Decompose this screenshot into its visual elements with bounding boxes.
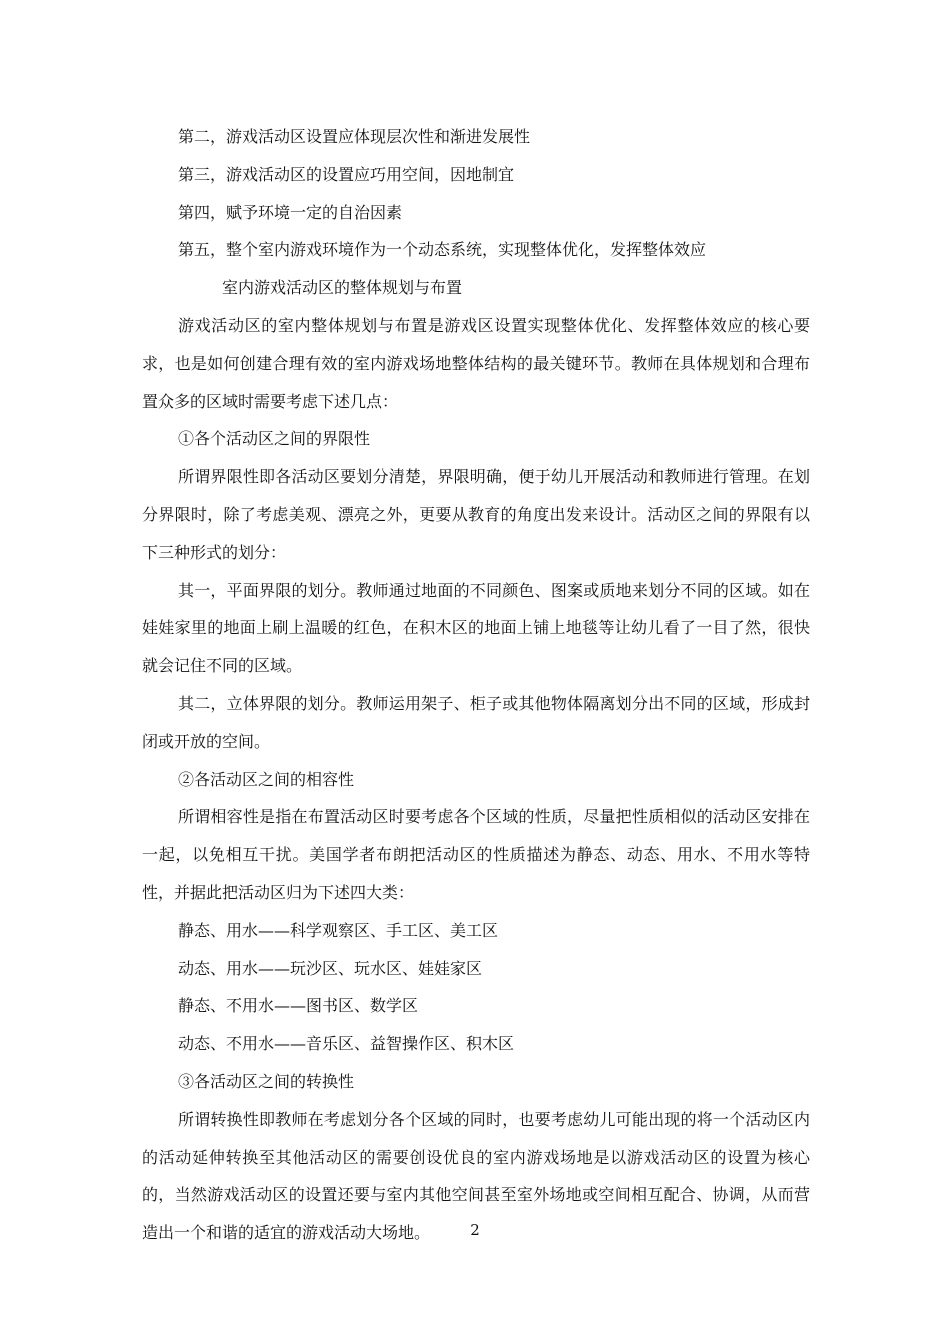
point1-title: ①各个活动区之间的界限性 (178, 429, 371, 449)
point1-sub1-paragraph: 其一，平面界限的划分。教师通过地面的不同颜色、图案或质地来划分不同的区域。如在娃娃家里的地面上刷上温暖的红色，在积木区的地面上铺上地毯等让幼儿看了一目了然，很快就会记住不同的区域。 (142, 580, 810, 676)
page-number: 2 (470, 1221, 480, 1239)
point3-title: ③各活动区之间的转换性 (178, 1071, 355, 1091)
principle-line-4: 第四，赋予环境一定的自治因素 (178, 202, 403, 222)
category-line: 静态、不用水——图书区、数学区 (178, 996, 419, 1016)
section-title: 室内游戏活动区的整体规划与布置 (222, 278, 463, 298)
category-line: 动态、用水——玩沙区、玩水区、娃娃家区 (178, 958, 483, 978)
point2-paragraph: 所谓相容性是指在布置活动区时要考虑各个区域的性质，尽量把性质相似的活动区安排在一起，以免相互干扰。美国学者布朗把活动区的性质描述为静态、动态、用水、不用水等特性，并据此把活动区归为下述四大类： (142, 807, 810, 902)
principle-line-5: 第五，整个室内游戏环境作为一个动态系统，实现整体优化，发挥整体效应 (178, 240, 707, 260)
principle-line-2: 第二，游戏活动区设置应体现层次性和渐进发展性 (178, 127, 531, 146)
page-body (142, 118, 810, 1252)
point2-title: ②各活动区之间的相容性 (178, 769, 355, 789)
category-line: 动态、不用水——音乐区、益智操作区、积木区 (178, 1034, 515, 1054)
intro-paragraph: 游戏活动区的室内整体规划与布置是游戏区设置实现整体优化、发挥整体效应的核心要求，也是如何创建合理有效的室内游戏场地整体结构的最关键环节。教师在具体规划和合理布置众多的区域时需要考虑下述几点： (142, 315, 810, 411)
principle-line-3: 第三，游戏活动区的设置应巧用空间，因地制宜 (178, 164, 515, 184)
category-line: 静态、用水——科学观察区、手工区、美工区 (178, 920, 499, 940)
point3-paragraph: 所谓转换性即教师在考虑划分各个区域的同时，也要考虑幼儿可能出现的将一个活动区内的活动延伸转换至其他活动区的需要创设优良的室内游戏场地是以游戏活动区的设置为核心的，当然游戏活动区的设置还要与室内其他空间甚至室外场地或空间相互配合、协调，从而营造出一个和谐的适宜的游戏活动大场地。 (142, 1109, 810, 1243)
point1-sub2-paragraph: 其二，立体界限的划分。教师运用架子、柜子或其他物体隔离划分出不同的区域，形成封闭或开放的空间。 (142, 693, 810, 751)
point1-paragraph: 所谓界限性即各活动区要划分清楚，界限明确，便于幼儿开展活动和教师进行管理。在划分界限时，除了考虑美观、漂亮之外，更要从教育的角度出发来设计。活动区之间的界限有以下三种形式的划分： (142, 467, 810, 562)
